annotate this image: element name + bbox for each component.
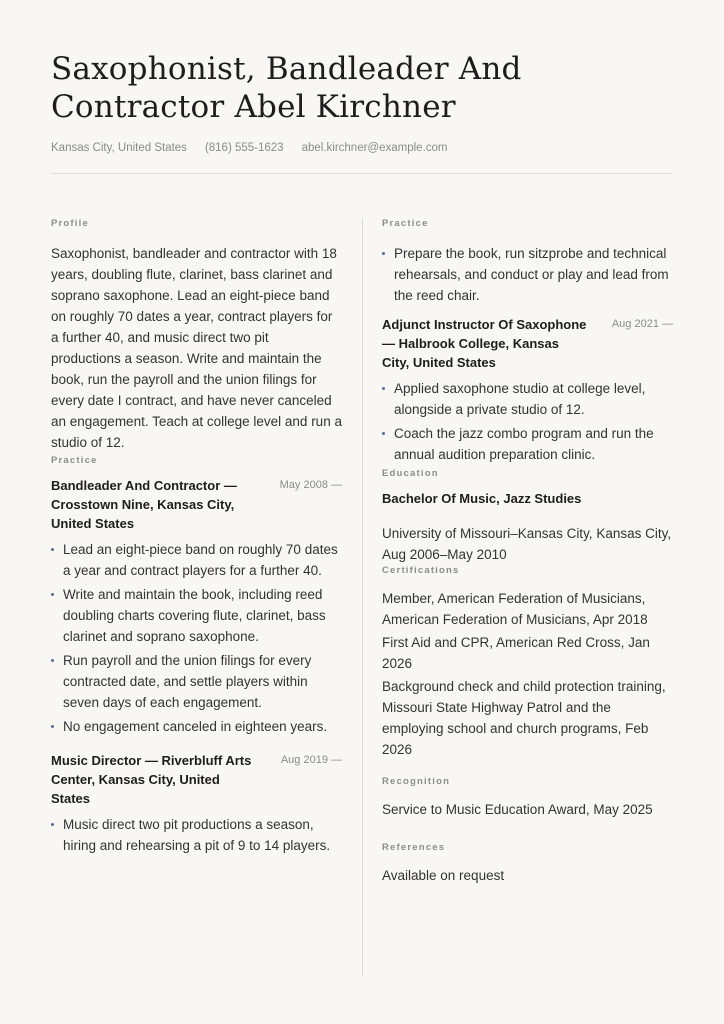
- continued-bullets: [382, 243, 673, 306]
- right-column: [382, 218, 673, 886]
- section-title-recognition: Recognition: [382, 776, 451, 787]
- header-divider: [51, 173, 673, 174]
- certification-item: Background check and child protection training, Missouri State Highway Patrol and the employing school and church programs, Feb 2026: [382, 679, 666, 757]
- job-bullets: [51, 539, 342, 737]
- bullet-item: Run payroll and the union filings for every contracted date, and settle players within seven days of each engagement.: [51, 650, 342, 713]
- certification-item: First Aid and CPR, American Red Cross, Jan 2026: [382, 635, 650, 671]
- column-divider: [362, 218, 363, 976]
- section-title-education: Education: [382, 468, 439, 479]
- job-title: Bandleader And Contractor — Crosstown Nine, Kansas City, United States: [51, 478, 237, 531]
- bullet-dot-icon: [51, 823, 54, 826]
- education-detail: University of Missouri–Kansas City, Kansas City, Aug 2006–May 2010: [382, 526, 672, 562]
- recognition-item: Service to Music Education Award, May 2025: [382, 802, 653, 817]
- location: Kansas City, United States: [51, 142, 187, 154]
- bullet-dot-icon: [382, 252, 385, 255]
- job-title: Adjunct Instructor Of Saxophone — Halbrook College, Kansas City, United States: [382, 317, 587, 370]
- job-entry: [51, 476, 342, 737]
- phone: (816) 555-1623: [204, 142, 284, 154]
- bullet-dot-icon: [382, 387, 385, 390]
- job-date: Aug 2019 —: [280, 754, 342, 766]
- candidate-name: Saxophonist, Bandleader And Contractor Abel Kirchner: [51, 51, 522, 125]
- section-title-certifications: Certifications: [382, 565, 460, 576]
- section-title-profile: Profile: [51, 218, 89, 229]
- job-bullets: [51, 814, 342, 856]
- references-text: Available on request: [382, 868, 505, 883]
- bullet-dot-icon: [51, 593, 54, 596]
- bullet-item: Coach the jazz combo program and run the annual audition preparation clinic.: [382, 423, 673, 465]
- bullet-dot-icon: [51, 548, 54, 551]
- section-title-practice-continued: Practice: [382, 218, 429, 229]
- degree: Bachelor Of Music, Jazz Studies: [382, 491, 582, 506]
- bullet-item: Prepare the book, run sitzprobe and technical rehearsals, and conduct or play and lead from the reed chair.: [382, 243, 673, 306]
- certification-item: Member, American Federation of Musicians, American Federation of Musicians, Apr 2018: [382, 591, 648, 627]
- section-title-practice: Practice: [51, 455, 98, 466]
- bullet-item: Applied saxophone studio at college level, alongside a private studio of 12.: [382, 378, 673, 420]
- bullet-item: No engagement canceled in eighteen years.: [51, 716, 342, 737]
- contact-line: [51, 142, 673, 154]
- bullet-item: Music direct two pit productions a season, hiring and rehearsing a pit of 9 to 14 players.: [51, 814, 342, 856]
- job-entry: [51, 751, 342, 856]
- bullet-dot-icon: [51, 725, 54, 728]
- email: abel.kirchner@example.com: [301, 142, 448, 154]
- job-entry: [382, 315, 673, 465]
- bullet-dot-icon: [382, 432, 385, 435]
- job-date: May 2008 —: [279, 479, 342, 491]
- job-title: Music Director — Riverbluff Arts Center, Kansas City, United States: [51, 753, 252, 806]
- bullet-item: Lead an eight-piece band on roughly 70 dates a year and contract players for a further 40.: [51, 539, 342, 581]
- section-title-references: References: [382, 842, 446, 853]
- profile-summary: Saxophonist, bandleader and contractor with 18 years, doubling flute, clarinet, bass clarinet and soprano saxophone. Lead an eight-piece band on roughly 70 dates a year, contract players for a further 40, and music direct two pit productions a season. Write and maintain the book, run the payroll and the union filings for every date I contract, and have never canceled an engagement. Teach at college level and run a studio of 12.: [51, 246, 342, 450]
- bullet-dot-icon: [51, 659, 54, 662]
- job-date: Aug 2021 —: [611, 318, 673, 330]
- left-column: [51, 218, 342, 859]
- resume-header: [51, 50, 673, 154]
- job-bullets: [382, 378, 673, 465]
- bullet-item: Write and maintain the book, including reed doubling charts covering flute, clarinet, bass clarinet and soprano saxophone.: [51, 584, 342, 647]
